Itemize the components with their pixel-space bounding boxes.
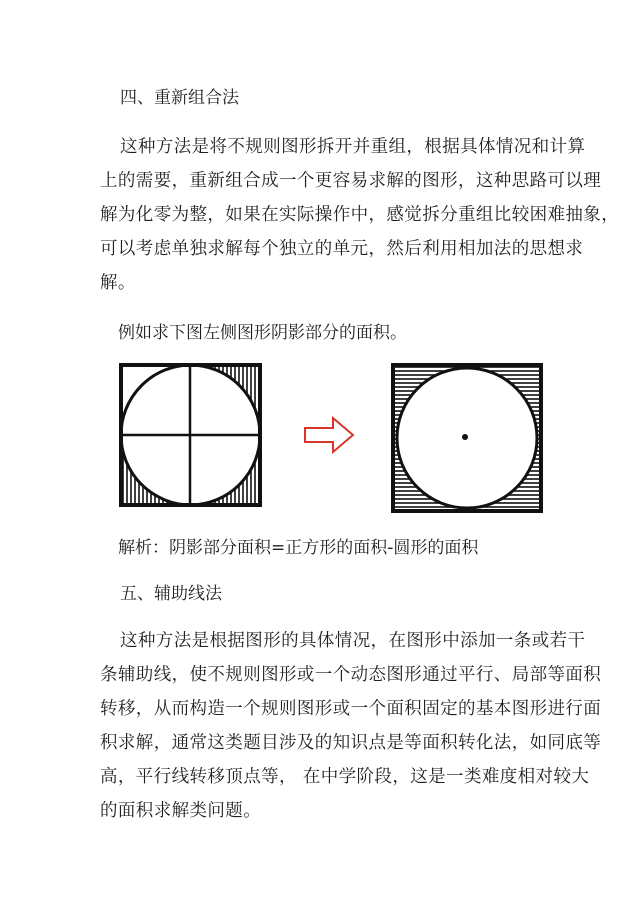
paragraph-line: 这种方法是将不规则图形拆开并重组，根据具体情况和计算 <box>120 137 586 157</box>
paragraph-line: 解。 <box>100 273 136 293</box>
analysis-text: 解析：阴影部分面积=正方形的面积-圆形的面积 <box>118 538 479 558</box>
paragraph-line: 可以考虑单独求解每个独立的单元，然后利用相加法的思想求 <box>100 239 584 259</box>
paragraph-line: 这种方法是根据图形的具体情况，在图形中添加一条或若干 <box>120 631 586 651</box>
paragraph-line: 解为化零为整，如果在实际操作中，感觉拆分重组比较困难抽象， <box>100 205 620 225</box>
paragraph-line: 转移，从而构造一个规则图形或一个面积固定的基本图形进行面 <box>100 699 602 719</box>
section-4-heading: 四、重新组合法 <box>120 88 239 108</box>
paragraph-line: 的面积求解类问题。 <box>100 801 262 821</box>
section-5-paragraph <box>100 624 602 828</box>
pinwheel-figure <box>118 362 268 512</box>
section-4-paragraph <box>100 130 620 300</box>
example-text: 例如求下图左侧图形阴影部分的面积。 <box>118 323 407 343</box>
paragraph-line: 高，平行线转移顶点等， 在中学阶段，这是一类难度相对较大 <box>100 767 590 787</box>
section-5-heading: 五、辅助线法 <box>120 584 222 604</box>
circle-in-square-figure <box>390 362 546 518</box>
paragraph-line: 积求解，通常这类题目涉及的知识点是等面积转化法，如同底等 <box>100 733 602 753</box>
right-arrow-icon <box>303 415 357 455</box>
paragraph-line: 条辅助线，使不规则图形或一个动态图形通过平行、局部等面积 <box>100 665 602 685</box>
paragraph-line: 上的需要，重新组合成一个更容易求解的图形，这种思路可以理 <box>100 171 602 191</box>
